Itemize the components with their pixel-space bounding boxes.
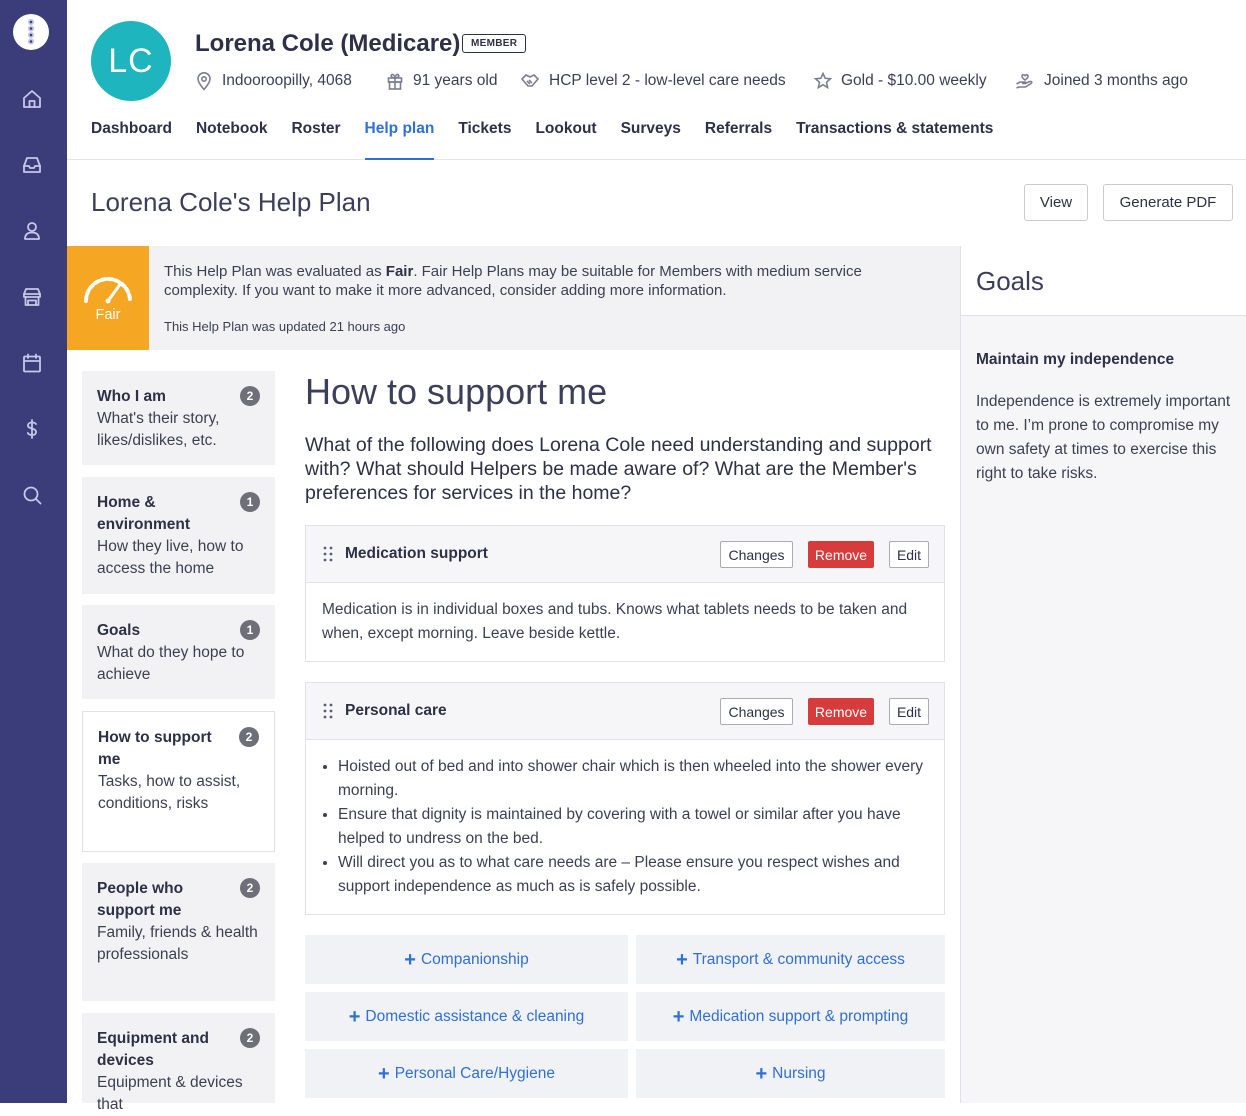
evaluation-rating-bold: Fair: [385, 263, 414, 280]
drag-handle-icon[interactable]: [323, 546, 333, 562]
star-icon: [814, 72, 832, 90]
add-button-label: Companionship: [420, 950, 529, 968]
gauge-icon: [81, 273, 135, 303]
section-heading: How to support me: [305, 371, 608, 412]
location-pin-icon: [195, 71, 213, 91]
section-card-home-environment[interactable]: [82, 477, 275, 594]
section-title: Home & environment: [97, 494, 191, 533]
meta-plan: [814, 70, 987, 92]
evaluation-text-prefix: This Help Plan was evaluated as: [164, 263, 386, 280]
person-icon[interactable]: [19, 218, 45, 244]
dollar-icon[interactable]: [19, 416, 45, 442]
add-domestic-assistance-button[interactable]: [305, 992, 628, 1041]
section-desc: What's their story, likes/dislikes, etc.: [97, 410, 220, 449]
section-count-badge: 1: [240, 492, 260, 512]
add-medication-prompting-button[interactable]: [636, 992, 945, 1041]
add-button-label: Nursing: [772, 1064, 826, 1082]
tab-referrals[interactable]: Referrals: [704, 120, 773, 137]
list-item: • Hoisted out of bed and into shower chair which is then wheeled into the shower every morning.: [338, 755, 928, 803]
tab-notebook[interactable]: Notebook: [195, 120, 268, 137]
add-nursing-button[interactable]: [636, 1049, 945, 1098]
section-count-badge: 2: [240, 878, 260, 898]
meta-location: [195, 70, 352, 92]
changes-button[interactable]: Changes: [720, 541, 793, 568]
goals-sidebar: [960, 246, 1246, 1103]
page-title: Lorena Cole's Help Plan: [91, 187, 371, 217]
care-notes-list: [322, 755, 928, 899]
section-title: How to support me: [98, 729, 212, 768]
goal-title: Maintain my independence: [976, 351, 1175, 368]
edit-button[interactable]: Edit: [889, 541, 929, 568]
list-item: • Ensure that dignity is maintained by covering with a towel or similar after you have helped to undress on the bed.: [338, 803, 928, 851]
section-card-people-who-support-me[interactable]: [82, 863, 275, 1001]
goal-description: Independence is extremely important to me. I’m prone to compromise my own safety at times to exercise this right to take risks.: [976, 393, 1231, 482]
remove-button[interactable]: Remove: [808, 698, 874, 725]
panel-header: [306, 683, 944, 740]
section-desc: Equipment & devices that: [97, 1074, 243, 1113]
meta-age: [386, 70, 497, 92]
panel-medication-support: [305, 525, 945, 662]
member-tabs: [91, 120, 1017, 160]
member-badge: MEMBER: [462, 34, 526, 53]
list-item: • Will direct you as to what care needs are – Please ensure you respect wishes and support independence as much as is safely possible.: [338, 851, 928, 899]
goals-heading: Goals: [961, 246, 1246, 316]
plus-icon: +: [404, 948, 416, 971]
section-title: Who I am: [97, 388, 166, 405]
add-personal-care-button[interactable]: [305, 1049, 628, 1098]
tab-tickets[interactable]: Tickets: [458, 120, 512, 137]
panel-personal-care: [305, 682, 945, 915]
evaluation-banner: [67, 246, 960, 350]
section-title: Equipment and devices: [97, 1030, 209, 1069]
panel-header: [306, 526, 944, 583]
joined-text: Joined 3 months ago: [1044, 72, 1188, 89]
age-text: 91 years old: [413, 72, 498, 89]
drag-handle-icon[interactable]: [323, 703, 333, 719]
hand-heart-icon: [1015, 71, 1035, 91]
tab-dashboard[interactable]: Dashboard: [91, 120, 172, 137]
remove-button[interactable]: Remove: [808, 541, 874, 568]
tab-help-plan[interactable]: Help plan: [365, 120, 435, 160]
section-question: What of the following does Lorena Cole need understanding and support with? What should Helpers be made aware of? What are the Member's preferences for services in the home?: [305, 434, 932, 504]
app-logo[interactable]: [13, 14, 49, 50]
generate-pdf-button[interactable]: Generate PDF: [1103, 184, 1233, 221]
section-card-how-to-support-me[interactable]: [82, 711, 275, 852]
search-icon[interactable]: [19, 482, 45, 508]
store-icon[interactable]: [19, 284, 45, 310]
tab-transactions[interactable]: Transactions & statements: [796, 120, 994, 137]
inbox-icon[interactable]: [19, 152, 45, 178]
evaluation-text: [164, 262, 924, 300]
add-button-label: Transport & community access: [692, 950, 905, 968]
plus-icon: +: [348, 1005, 361, 1028]
tab-surveys[interactable]: Surveys: [620, 120, 681, 137]
panel-body: [306, 740, 944, 914]
handshake-icon: [520, 71, 540, 91]
plus-icon: +: [755, 1062, 768, 1085]
panel-title: Medication support: [345, 545, 488, 562]
section-card-goals[interactable]: [82, 605, 275, 699]
member-name: Lorena Cole (Medicare): [195, 30, 461, 57]
add-button-label: Personal Care/Hygiene: [394, 1064, 555, 1082]
plus-icon: +: [676, 948, 688, 971]
tab-lookout[interactable]: Lookout: [535, 120, 597, 137]
avatar: LC: [91, 21, 171, 101]
section-title: Goals: [97, 622, 141, 639]
panel-body: Medication is in individual boxes and tubs. Knows what tablets needs to be taken and when, except morning. Leave beside kettle.: [322, 601, 908, 642]
meta-joined: [1015, 70, 1188, 92]
rating-label: Fair: [95, 307, 121, 323]
section-count-badge: 1: [240, 620, 260, 640]
calendar-icon[interactable]: [19, 350, 45, 376]
section-count-badge: 2: [240, 386, 260, 406]
plus-icon: +: [672, 1005, 685, 1028]
tab-roster[interactable]: Roster: [291, 120, 341, 137]
section-count-badge: 2: [239, 727, 259, 747]
add-transport-button[interactable]: [636, 935, 945, 984]
care-level-text: HCP level 2 - low-level care needs: [549, 72, 786, 89]
section-desc: Family, friends & health professionals: [97, 924, 258, 963]
view-button[interactable]: View: [1024, 184, 1088, 221]
add-button-label: Domestic assistance & cleaning: [365, 1007, 585, 1025]
add-companionship-button[interactable]: [305, 935, 628, 984]
left-nav-rail: [0, 0, 67, 1103]
section-card-equipment-devices[interactable]: [82, 1013, 275, 1113]
section-desc: What do they hope to achieve: [97, 644, 245, 683]
edit-button[interactable]: Edit: [889, 698, 929, 725]
evaluation-text-suffix: . Fair Help Plans may be suitable for Members with medium service complexity. If you want to make it more advanced, consider adding more information.: [164, 263, 862, 299]
section-desc: Tasks, how to assist, conditions, risks: [98, 773, 241, 812]
updated-text: This Help Plan was updated 21 hours ago: [164, 319, 406, 334]
section-count-badge: 2: [240, 1028, 260, 1048]
member-header: [67, 0, 1246, 160]
gift-icon: [386, 71, 404, 91]
add-button-label: Medication support & prompting: [689, 1007, 909, 1025]
panel-title: Personal care: [345, 702, 447, 719]
section-desc: How they live, how to access the home: [97, 538, 244, 577]
section-card-who-i-am[interactable]: [82, 371, 275, 465]
changes-button[interactable]: Changes: [720, 698, 793, 725]
meta-care-level: [520, 70, 786, 92]
plan-text: Gold - $10.00 weekly: [841, 72, 987, 89]
home-icon[interactable]: [19, 86, 45, 112]
plus-icon: +: [378, 1062, 390, 1085]
location-text: Indooroopilly, 4068: [222, 72, 352, 89]
section-title: People who support me: [97, 880, 184, 919]
rating-badge: [67, 246, 149, 350]
